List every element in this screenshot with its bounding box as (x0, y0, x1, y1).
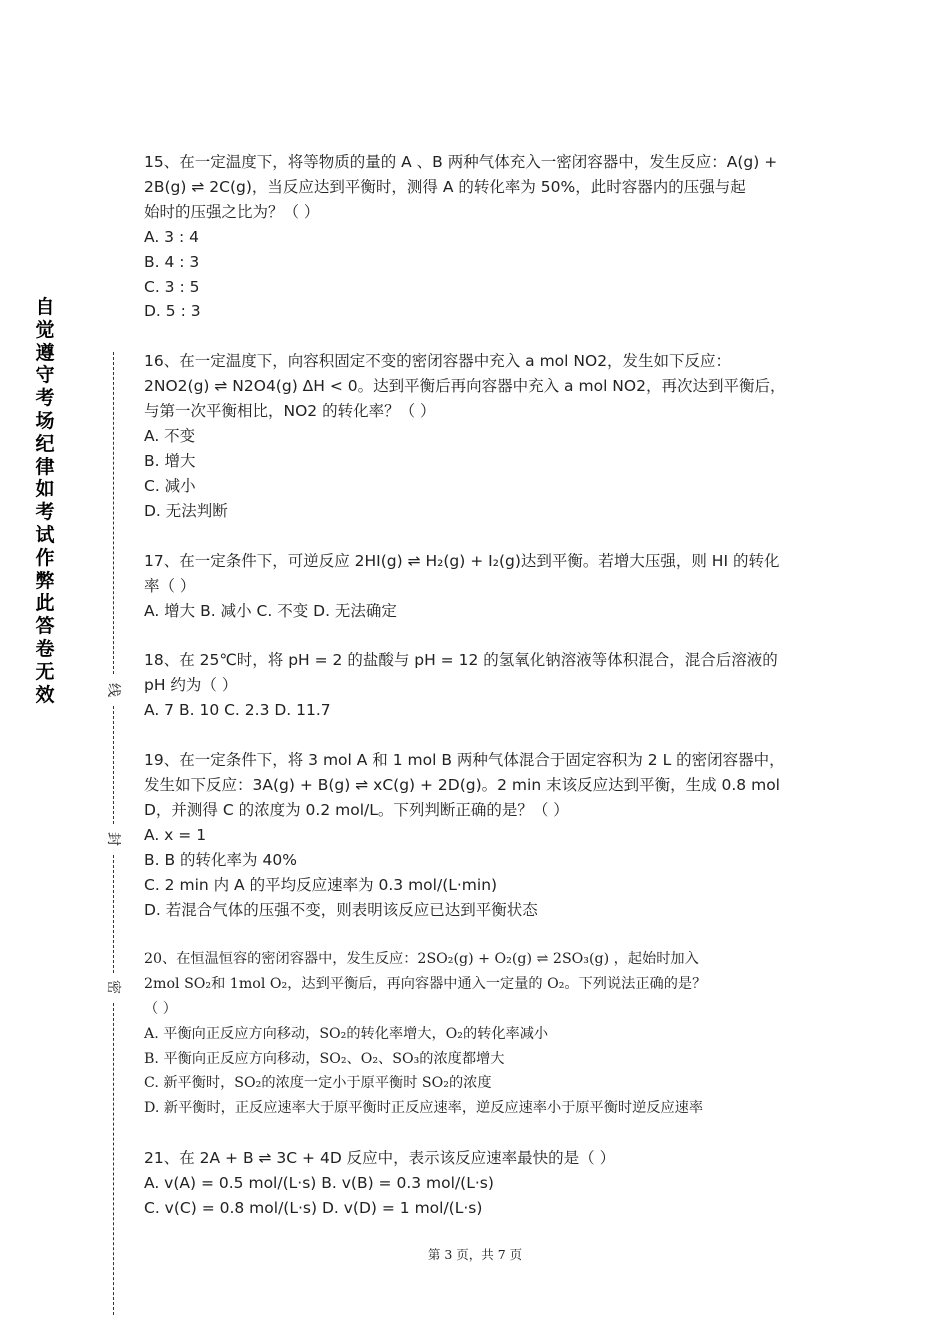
page-number: 第 3 页，共 7 页 (427, 1247, 523, 1262)
answer-option: B. 4 : 3 (144, 252, 200, 271)
question-19 (144, 748, 818, 922)
question-text-line: 18、在 25℃时，将 pH = 2 的盐酸与 pH = 12 的氢氧化钠溶液等体积混合，混合后溶液的 (144, 651, 778, 670)
answer-option: A. 不变 (144, 427, 196, 446)
answer-options-line: A. 增大 B. 减小 C. 不变 D. 无法确定 (144, 601, 397, 620)
question-15 (144, 150, 818, 324)
answer-option: A. 平衡向正反应方向移动，SO₂的转化率增大，O₂的转化率减小 (144, 1025, 549, 1042)
binding-dashed-line (113, 352, 114, 674)
question-text-line: 始时的压强之比为？（ ） (144, 202, 320, 221)
question-text-line: 2mol SO₂和 1mol O₂，达到平衡后，再向容器中通入一定量的 O₂。下列说法正确的是？ (144, 976, 707, 993)
question-21 (144, 1146, 818, 1221)
question-list (144, 150, 818, 1221)
question-text-line: （ ） (144, 1001, 177, 1018)
exam-discipline-warning: 自觉遵守考场纪律如考试作弊此答卷无效 (35, 296, 55, 706)
question-text-line: 与第一次平衡相比，NO2 的转化率？（ ） (144, 402, 436, 421)
answer-option: D. 新平衡时，正反应速率大于原平衡时正反应速率，逆反应速率小于原平衡时逆反应速率 (144, 1100, 704, 1117)
question-18 (144, 648, 818, 723)
answer-option: D. 无法判断 (144, 501, 228, 520)
answer-option: A. x = 1 (144, 825, 207, 844)
question-text-line: 2B(g) ⇌ 2C(g)，当反应达到平衡时，测得 A 的转化率为 50%，此时容器内的压强与起 (144, 177, 746, 196)
question-20 (144, 947, 818, 1121)
question-text-line: 16、在一定温度下，向容积固定不变的密闭容器中充入 a mol NO2，发生如下反应： (144, 352, 732, 371)
question-text-line: 发生如下反应：3A(g) + B(g) ⇌ xC(g) + 2D(g)。2 min 末该反应达到平衡，生成 0.8 mol (144, 776, 780, 795)
binding-dashed-line (113, 706, 114, 824)
answer-option: A. 3 : 4 (144, 227, 199, 246)
question-17 (144, 549, 818, 624)
question-text-line: 21、在 2A + B ⇌ 3C + 4D 反应中，表示该反应速率最快的是（ ） (144, 1149, 616, 1168)
question-text-line: 20、在恒温恒容的密闭容器中，发生反应：2SO₂(g) + O₂(g) ⇌ 2SO₃(g) ，起始时加入 (144, 951, 699, 968)
question-text-line: 15、在一定温度下，将等物质的量的 A 、B 两种气体充入一密闭容器中，发生反应：A(g) + (144, 153, 778, 171)
answer-option: B. 平衡向正反应方向移动，SO₂、O₂、SO₃的浓度都增大 (144, 1050, 505, 1067)
binding-seal-label: 封 (104, 829, 124, 849)
answer-option: C. 减小 (144, 476, 196, 495)
answer-option: C. 2 min 内 A 的平均反应速率为 0.3 mol/(L·min) (144, 875, 498, 894)
answer-option: C. 新平衡时，SO₂的浓度一定小于原平衡时 SO₂的浓度 (144, 1075, 492, 1092)
answer-options-line: A. 7 B. 10 C. 2.3 D. 11.7 (144, 701, 331, 720)
binding-secret-label: 密 (104, 977, 124, 997)
answer-option: D. 5 : 3 (144, 302, 201, 321)
question-16 (144, 349, 818, 523)
answer-option: B. 增大 (144, 451, 196, 470)
binding-dashed-line (113, 1003, 114, 1315)
answer-options-line: C. v(C) = 0.8 mol/(L·s) D. v(D) = 1 mol/(L·s) (144, 1198, 483, 1217)
question-text-line: pH 约为（ ） (144, 676, 238, 695)
question-text-line: D，并测得 C 的浓度为 0.2 mol/L。下列判断正确的是？（ ） (144, 800, 569, 819)
question-text-line: 17、在一定条件下，可逆反应 2HI(g) ⇌ H₂(g) + I₂(g)达到平衡。若增大压强，则 HI 的转化 (144, 551, 780, 570)
answer-option: C. 3 : 5 (144, 277, 200, 296)
answer-option: B. B 的转化率为 40% (144, 850, 297, 869)
question-text-line: 率（ ） (144, 576, 196, 595)
question-text-line: 2NO2(g) ⇌ N2O4(g) ΔH < 0。达到平衡后再向容器中充入 a mol NO2，再次达到平衡后， (144, 377, 786, 396)
question-text-line: 19、在一定条件下，将 3 mol A 和 1 mol B 两种气体混合于固定容积为 2 L 的密闭容器中， (144, 751, 785, 770)
binding-dashed-line (113, 855, 114, 973)
answer-option: D. 若混合气体的压强不变，则表明该反应已达到平衡状态 (144, 900, 538, 919)
binding-line-label: 线 (104, 680, 124, 700)
answer-options-line: A. v(A) = 0.5 mol/(L·s) B. v(B) = 0.3 mol/(L·s) (144, 1173, 494, 1192)
